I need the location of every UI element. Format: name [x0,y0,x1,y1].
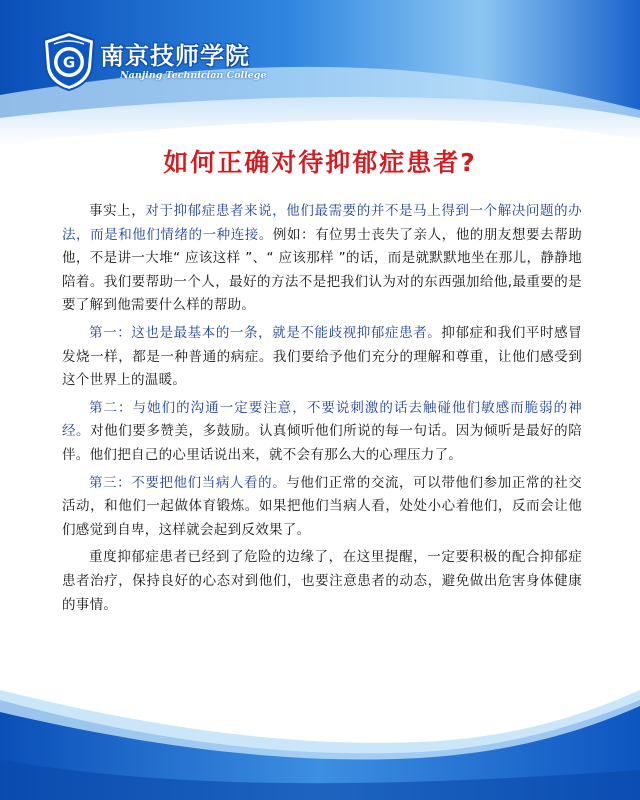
svg-text:G: G [62,53,76,72]
paragraph-highlight: 第三：不要把他们当病人看的。 [89,474,287,491]
page-title: 如何正确对待抑郁症患者? [163,148,477,177]
school-header [40,30,280,90]
paragraph-lead: 事实上， [89,203,146,219]
article-body [62,200,582,621]
paragraph-text: 重度抑郁症患者已经到了危险的边缘了，在这里提醒，一定要积极的配合抑郁症患者治疗，保持良好的心态对到他们，也要注意患者的动态，避免做出危害身体健康的事情。 [62,549,582,613]
paragraph-highlight: 第二：与她们的沟通一定要注意，不要说刺激的话去触碰他们敏感而脆弱的神经。 [62,399,582,440]
paragraph-text: 与他们正常的交流，可以带他们参加正常的社交活动，和他们一起做体育锻炼。如果把他们当病人看，处处小心着他们，反而会让他们感觉到自卑，这样就会起到反效果了。 [62,474,582,538]
paragraph-text: 抑郁症和我们平时感冒发烧一样，都是一种普通的病症。我们要给予他们充分的理解和尊重，让他们感受到这个世界上的温暖。 [62,324,583,389]
school-name-english: Nanjing Technician College [120,70,267,81]
paragraph-highlight: 对于抑郁症患者来说，他们最需要的并不是马上得到一个解决问题的办法，而是和他们情绪的一种连接。 [62,203,582,243]
paragraph-highlight: 第一：这也是最基本的一条，就是不能歧视抑郁症患者。 [89,324,442,341]
school-badge-icon [40,30,98,92]
paragraph [62,472,582,543]
paragraph-text: 对他们要多赞美，多鼓励。认真倾听他们所说的每一句话。因为倾听是最好的陪伴。他们把自己的心里话说出来，就不会有那么大的心理压力了。 [62,423,582,463]
paragraph [62,546,582,617]
paragraph [62,200,582,318]
school-name: 南京技师学院 [100,42,250,70]
paragraph [62,397,582,468]
paragraph-text: 例如：有位男士丧失了亲人，他的朋友想要去帮助他，不是讲一大堆“ 应该这样 ”、“ 应该那样 ”的话，而是就默默地坐在那儿，静静地陪着。我们要帮助一个人，最好的方法不是把我们认为对的东西强加给他,最重要的是要了解到他需要什么样的帮助。 [62,226,582,314]
paragraph [62,322,582,393]
